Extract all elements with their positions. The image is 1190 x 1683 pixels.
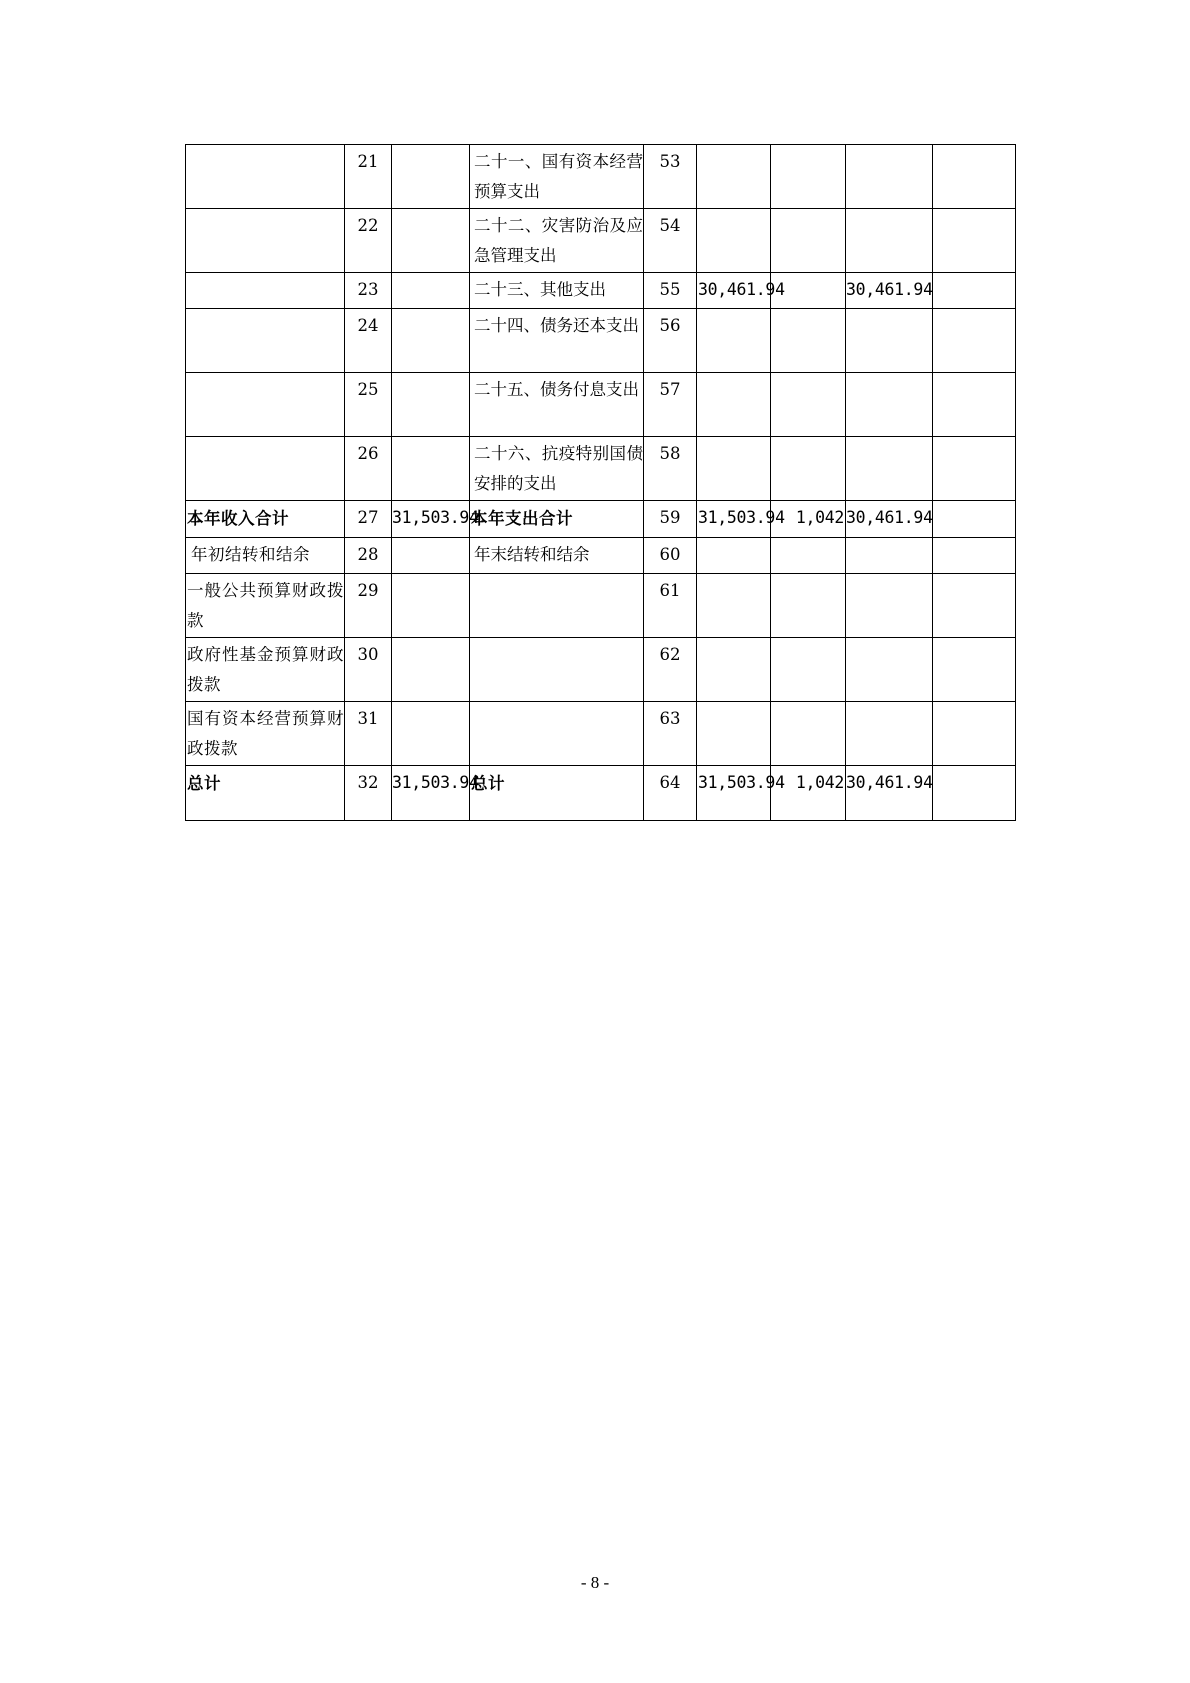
expense-basic-amount (771, 209, 846, 273)
income-amount (392, 273, 470, 309)
expense-project-amount: 30,461.94 (846, 501, 933, 538)
expense-total-amount (697, 574, 771, 638)
income-amount (392, 574, 470, 638)
expense-other-amount (933, 538, 1016, 574)
expense-item-name (470, 638, 644, 702)
expense-other-amount (933, 574, 1016, 638)
expense-grand-total-label: 总计 (470, 766, 644, 821)
table-row (186, 209, 1016, 273)
expense-total-amount: 31,503.94 (697, 501, 771, 538)
table-row (186, 309, 1016, 373)
table-row (186, 702, 1016, 766)
expense-other-amount (933, 145, 1016, 209)
expense-project-amount (846, 638, 933, 702)
expense-other-amount (933, 273, 1016, 309)
table-row (186, 538, 1016, 574)
expense-row-number: 58 (644, 437, 697, 501)
expense-total-amount (697, 538, 771, 574)
expense-item-name: 二十二、灾害防治及应急管理支出 (470, 209, 644, 273)
expense-row-number: 63 (644, 702, 697, 766)
income-item-name (186, 209, 345, 273)
expense-other-amount (933, 766, 1016, 821)
budget-table (185, 144, 1016, 821)
expense-basic-amount: 1,042 (771, 766, 846, 821)
income-row-number: 22 (345, 209, 392, 273)
expense-row-number: 55 (644, 273, 697, 309)
expense-subtotal-label: 本年支出合计 (470, 501, 644, 538)
income-amount: 31,503.94 (392, 766, 470, 821)
income-item-name (186, 273, 345, 309)
income-row-number: 32 (345, 766, 392, 821)
expense-project-amount (846, 538, 933, 574)
expense-other-amount (933, 437, 1016, 501)
income-row-number: 31 (345, 702, 392, 766)
income-amount (392, 538, 470, 574)
expense-other-amount (933, 209, 1016, 273)
expense-item-name (470, 574, 644, 638)
expense-other-amount (933, 373, 1016, 437)
expense-other-amount (933, 702, 1016, 766)
table-row (186, 273, 1016, 309)
income-subtotal-label: 本年收入合计 (186, 501, 345, 538)
income-amount (392, 309, 470, 373)
expense-row-number: 60 (644, 538, 697, 574)
subtotal-row (186, 501, 1016, 538)
expense-row-number: 56 (644, 309, 697, 373)
income-row-number: 26 (345, 437, 392, 501)
expense-total-amount: 31,503.94 (697, 766, 771, 821)
expense-total-amount (697, 209, 771, 273)
income-amount: 31,503.94 (392, 501, 470, 538)
income-item-name: 一般公共预算财政拨款 (186, 574, 345, 638)
income-item-name (186, 145, 345, 209)
income-amount (392, 209, 470, 273)
grand-total-row (186, 766, 1016, 821)
expense-project-amount: 30,461.94 (846, 766, 933, 821)
income-amount (392, 437, 470, 501)
expense-project-amount (846, 145, 933, 209)
expense-project-amount (846, 209, 933, 273)
table-row (186, 373, 1016, 437)
expense-item-name: 年末结转和结余 (470, 538, 644, 574)
expense-row-number: 62 (644, 638, 697, 702)
expense-row-number: 59 (644, 501, 697, 538)
expense-total-amount (697, 638, 771, 702)
expense-total-amount: 30,461.94 (697, 273, 771, 309)
income-amount (392, 638, 470, 702)
income-row-number: 21 (345, 145, 392, 209)
expense-item-name: 二十一、国有资本经营预算支出 (470, 145, 644, 209)
income-row-number: 30 (345, 638, 392, 702)
expense-other-amount (933, 309, 1016, 373)
expense-row-number: 61 (644, 574, 697, 638)
income-item-name: 国有资本经营预算财政拨款 (186, 702, 345, 766)
income-row-number: 24 (345, 309, 392, 373)
expense-basic-amount (771, 638, 846, 702)
expense-project-amount (846, 437, 933, 501)
expense-total-amount (697, 373, 771, 437)
table-row (186, 145, 1016, 209)
expense-row-number: 54 (644, 209, 697, 273)
expense-basic-amount (771, 373, 846, 437)
income-row-number: 28 (345, 538, 392, 574)
expense-basic-amount (771, 702, 846, 766)
expense-project-amount (846, 373, 933, 437)
expense-item-name: 二十四、债务还本支出 (470, 309, 644, 373)
expense-basic-amount (771, 145, 846, 209)
income-row-number: 27 (345, 501, 392, 538)
expense-project-amount (846, 702, 933, 766)
expense-basic-amount (771, 437, 846, 501)
expense-project-amount (846, 574, 933, 638)
table-row (186, 638, 1016, 702)
income-amount (392, 702, 470, 766)
income-item-name (186, 373, 345, 437)
expense-project-amount (846, 309, 933, 373)
expense-row-number: 64 (644, 766, 697, 821)
expense-basic-amount (771, 574, 846, 638)
expense-basic-amount: 1,042 (771, 501, 846, 538)
expense-total-amount (697, 702, 771, 766)
income-grand-total-label: 总计 (186, 766, 345, 821)
income-amount (392, 145, 470, 209)
income-row-number: 23 (345, 273, 392, 309)
expense-item-name: 二十五、债务付息支出 (470, 373, 644, 437)
expense-other-amount (933, 501, 1016, 538)
expense-item-name (470, 702, 644, 766)
income-row-number: 25 (345, 373, 392, 437)
income-amount (392, 373, 470, 437)
expense-basic-amount (771, 538, 846, 574)
expense-item-name: 二十三、其他支出 (470, 273, 644, 309)
income-item-name: 年初结转和结余 (186, 538, 345, 574)
expense-row-number: 53 (644, 145, 697, 209)
expense-basic-amount (771, 309, 846, 373)
expense-project-amount: 30,461.94 (846, 273, 933, 309)
income-item-name (186, 437, 345, 501)
table-row (186, 437, 1016, 501)
expense-item-name: 二十六、抗疫特别国债安排的支出 (470, 437, 644, 501)
expense-other-amount (933, 638, 1016, 702)
income-item-name (186, 309, 345, 373)
expense-total-amount (697, 145, 771, 209)
page-number: - 8 - (580, 1573, 610, 1592)
income-row-number: 29 (345, 574, 392, 638)
expense-total-amount (697, 309, 771, 373)
expense-row-number: 57 (644, 373, 697, 437)
expense-total-amount (697, 437, 771, 501)
table-row (186, 574, 1016, 638)
income-item-name: 政府性基金预算财政拨款 (186, 638, 345, 702)
